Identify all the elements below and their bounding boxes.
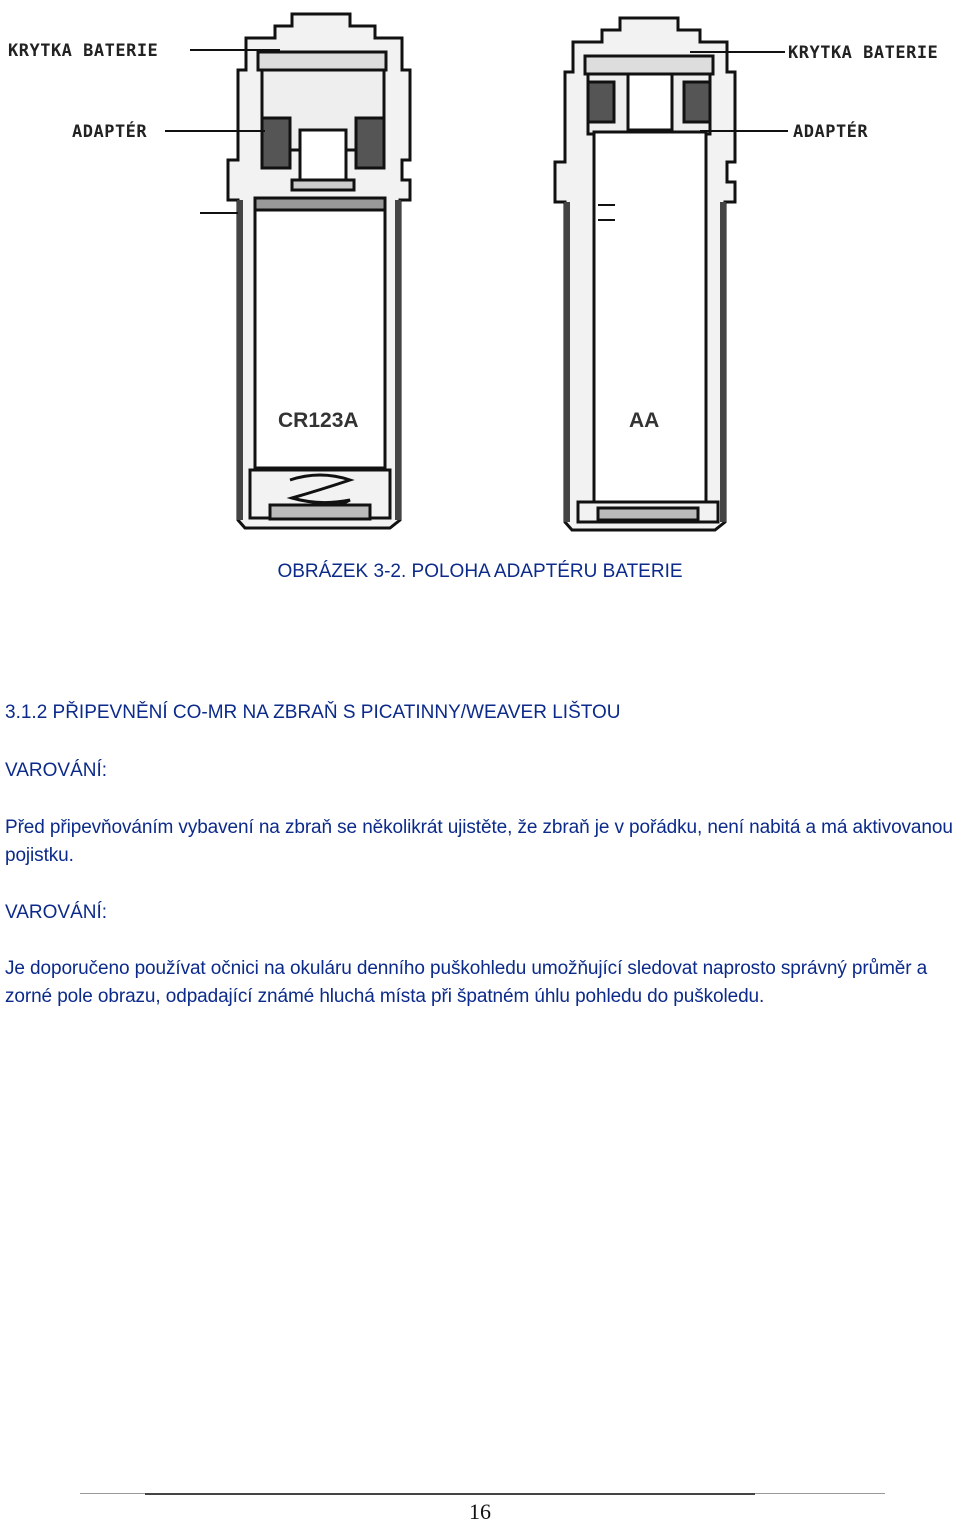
battery-adapter-figure: [0, 0, 960, 545]
page-number: 16: [469, 1499, 491, 1524]
warning-text-2: Je doporučeno používat očnici na okuláru denního puškohledu umožňující sledovat naprosto správný průměr a zorné pole obrazu, odpadající známé hluchá místa při špatném úhlu pohledu do puškoledu.: [5, 958, 928, 1007]
section-heading: 3.1.2 PŘIPEVNĚNÍ CO-MR NA ZBRAŇ S PICATINNY/WEAVER LIŠTOU: [5, 702, 621, 723]
warning-text-1: Před připevňováním vybavení na zbraň se několikrát ujistěte, že zbraň je v pořádku, není nabitá a má aktivovanou pojistku.: [5, 817, 953, 866]
left-cap-label: KRYTKA BATERIE: [8, 41, 159, 61]
footer-rule-dark: [145, 1493, 755, 1495]
right-battery-housing: [555, 18, 735, 530]
right-adapter-label: ADAPTÉR: [793, 122, 869, 142]
left-battery-type: CR123A: [278, 409, 359, 432]
figure-caption: OBRÁZEK 3-2. POLOHA ADAPTÉRU BATERIE: [277, 561, 683, 582]
right-cap-label: KRYTKA BATERIE: [788, 43, 939, 63]
left-adapter-label: ADAPTÉR: [72, 122, 148, 142]
right-battery-type: AA: [629, 409, 660, 432]
warning-title-2: VAROVÁNÍ:: [5, 902, 108, 923]
left-battery-housing: [200, 14, 410, 528]
warning-title-1: VAROVÁNÍ:: [5, 760, 108, 781]
